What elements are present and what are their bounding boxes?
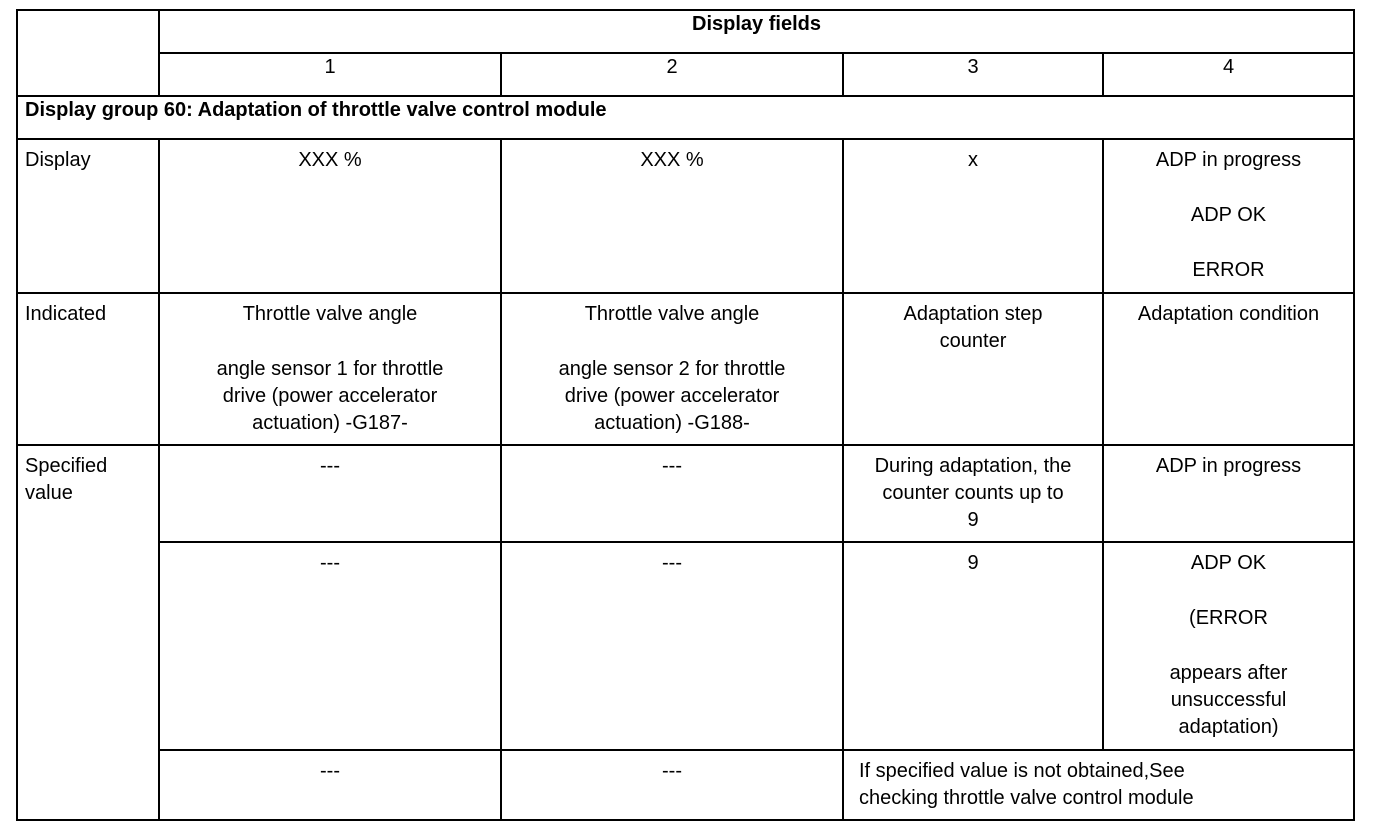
indicated-field-3	[843, 293, 1103, 445]
column-header-4: 4	[1103, 53, 1354, 96]
display-fields-header: Display fields	[159, 10, 1354, 53]
indicated-field-2-desc-line-2: drive (power accelerator	[564, 385, 780, 407]
specified-1-field-4: ADP in progress	[1103, 445, 1354, 542]
specified-1-field-2: ---	[501, 445, 843, 542]
row-label-specified-value	[17, 445, 159, 820]
row-label-display: Display	[17, 139, 159, 293]
group-title: Display group 60: Adaptation of throttle valve control module	[17, 96, 1354, 139]
display-field-2: XXX %	[501, 139, 843, 293]
specified-1-field-3-line-2: counter counts up to	[882, 482, 1064, 504]
specified-3-note-line-2: checking throttle valve control module	[859, 787, 1194, 809]
specified-2-field-3: 9	[843, 542, 1103, 750]
display-status-in-progress: ADP in progress	[1155, 149, 1302, 171]
indicated-field-4: Adaptation condition	[1103, 293, 1354, 445]
specified-3-note	[843, 750, 1354, 820]
row-label-specified-line-1: Specified	[25, 455, 108, 477]
display-field-3: x	[843, 139, 1103, 293]
indicated-field-3-line-1: Adaptation step	[903, 303, 1043, 325]
table-row-indicated	[17, 293, 1354, 445]
specified-3-note-line-1: If specified value is not obtained,See	[859, 760, 1185, 782]
indicated-field-1-desc-line-2: drive (power accelerator	[222, 385, 438, 407]
table-row-specified-2	[17, 542, 1354, 750]
table-row-display	[17, 139, 1354, 293]
specified-2-field-4	[1103, 542, 1354, 750]
specified-2-status-error: (ERROR	[1189, 607, 1268, 629]
table-row-specified-3	[17, 750, 1354, 820]
table-row-specified-1	[17, 445, 1354, 542]
indicated-field-1	[159, 293, 501, 445]
specified-3-field-2: ---	[501, 750, 843, 820]
specified-2-note-line-2: unsuccessful	[1170, 689, 1287, 711]
indicated-field-2-title: Throttle valve angle	[584, 303, 760, 325]
indicated-field-1-desc-line-3: actuation) -G187-	[252, 412, 408, 434]
row-label-specified-line-2: value	[25, 482, 73, 504]
specified-2-status-ok: ADP OK	[1190, 552, 1267, 574]
specified-1-field-3-line-1: During adaptation, the	[874, 455, 1072, 477]
specified-2-field-1: ---	[159, 542, 501, 750]
header-corner-cell	[17, 10, 159, 96]
indicated-field-2	[501, 293, 843, 445]
specified-1-field-1: ---	[159, 445, 501, 542]
column-header-1: 1	[159, 53, 501, 96]
specified-2-note-line-3: adaptation)	[1178, 716, 1279, 738]
column-header-3: 3	[843, 53, 1103, 96]
display-field-1: XXX %	[159, 139, 501, 293]
display-field-4	[1103, 139, 1354, 293]
column-header-2: 2	[501, 53, 843, 96]
display-status-ok: ADP OK	[1190, 204, 1267, 226]
indicated-field-2-desc-line-1: angle sensor 2 for throttle	[558, 358, 786, 380]
indicated-field-2-desc-line-3: actuation) -G188-	[594, 412, 750, 434]
indicated-field-1-title: Throttle valve angle	[242, 303, 418, 325]
row-label-indicated: Indicated	[17, 293, 159, 445]
specified-3-field-1: ---	[159, 750, 501, 820]
adaptation-table	[16, 9, 1355, 821]
display-status-error: ERROR	[1192, 259, 1265, 281]
indicated-field-1-desc-line-1: angle sensor 1 for throttle	[216, 358, 444, 380]
indicated-field-3-line-2: counter	[939, 330, 1007, 352]
specified-2-field-2: ---	[501, 542, 843, 750]
specified-1-field-3-line-3: 9	[967, 509, 979, 531]
specified-2-note-line-1: appears after	[1169, 662, 1288, 684]
specified-1-field-3	[843, 445, 1103, 542]
